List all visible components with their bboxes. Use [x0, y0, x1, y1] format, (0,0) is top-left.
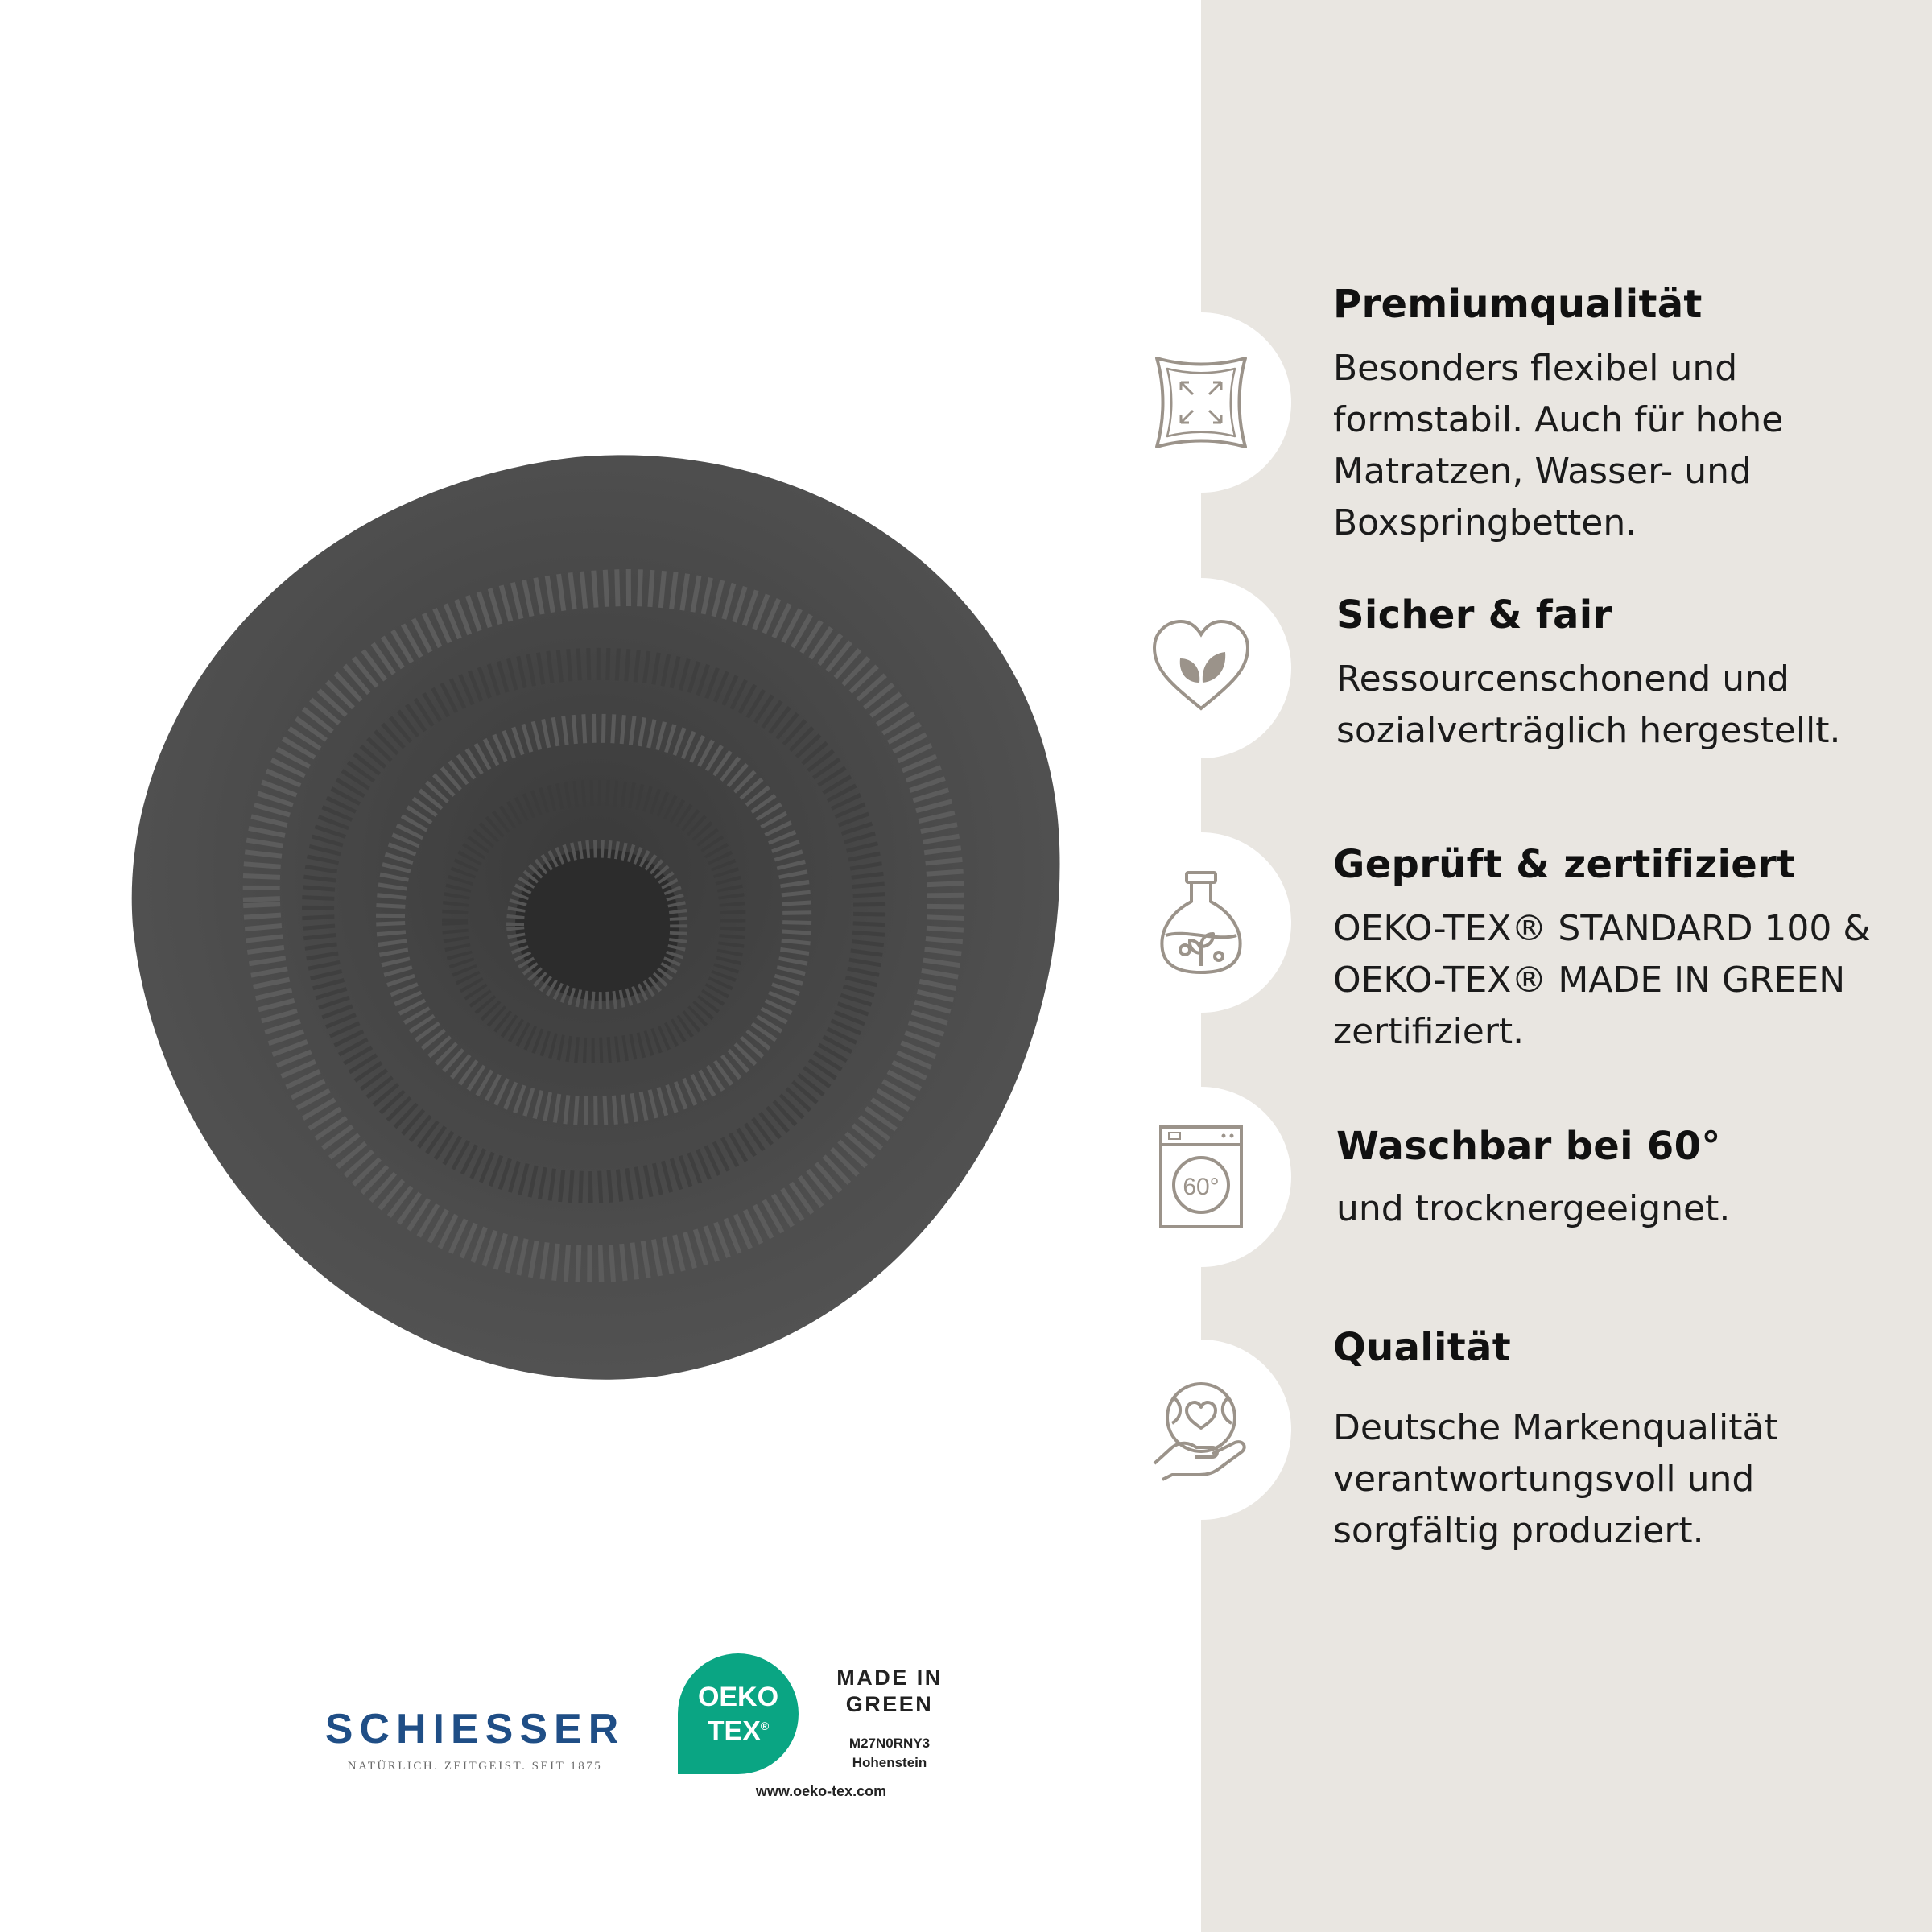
feature-icon-circle	[1111, 1340, 1291, 1520]
feature-line: zertifiziert.	[1333, 1011, 1525, 1052]
feature-title: Sicher & fair	[1336, 592, 1612, 638]
feature-line: sozialverträglich hergestellt.	[1336, 710, 1841, 751]
badge-line	[708, 1711, 769, 1745]
feature-title: Qualität	[1333, 1325, 1511, 1370]
feature-description	[1333, 343, 1783, 549]
label-line: MADE IN	[836, 1666, 943, 1690]
feature-description	[1333, 903, 1871, 1058]
feature-description	[1336, 1183, 1730, 1235]
feature-line: OEKO-TEX® MADE IN GREEN	[1333, 960, 1846, 1001]
feature-line: Besonders flexibel und	[1333, 348, 1738, 389]
feature-line: Deutsche Markenqualität	[1333, 1407, 1778, 1448]
feature-description	[1336, 654, 1841, 757]
feature-icon-circle	[1111, 832, 1291, 1013]
product-image	[76, 451, 1099, 1385]
feature-line: verantwortungsvoll und	[1333, 1459, 1755, 1500]
pillow-stretch-icon	[1145, 346, 1257, 459]
brand-name: SCHIESSER	[324, 1706, 625, 1752]
feature-line: Matratzen, Wasser- und	[1333, 451, 1752, 492]
certification-code	[829, 1734, 950, 1773]
brand-tagline: NATÜRLICH. ZEITGEIST. SEIT 1875	[347, 1760, 603, 1773]
feature-description	[1333, 1402, 1778, 1557]
brand-logo	[319, 1705, 631, 1773]
feature-title: Waschbar bei 60°	[1336, 1124, 1721, 1169]
registered-mark: ®	[760, 1719, 770, 1732]
label-institute: Hohenstein	[852, 1755, 927, 1770]
feature-title: Premiumqualität	[1333, 282, 1703, 327]
feature-icon-circle	[1111, 312, 1291, 493]
feature-title: Geprüft & zertifiziert	[1333, 842, 1796, 887]
oeko-tex-badge	[678, 1653, 799, 1774]
heart-leaf-icon	[1145, 612, 1257, 724]
label-code: M27N0RNY3	[848, 1736, 931, 1751]
flask-plant-icon	[1145, 866, 1257, 979]
feature-icon-circle	[1111, 578, 1291, 758]
hand-globe-heart-icon	[1145, 1373, 1257, 1486]
feature-line: OEKO-TEX® STANDARD 100 &	[1333, 908, 1871, 949]
feature-line: und trocknergeeignet.	[1336, 1188, 1731, 1229]
feature-line: Boxspringbetten.	[1333, 502, 1637, 543]
badge-line: TEX	[707, 1715, 761, 1747]
feature-icon-circle	[1111, 1087, 1291, 1267]
certification-url: www.oeko-tex.com	[755, 1783, 887, 1799]
made-in-green-label	[829, 1665, 950, 1718]
feature-line: Ressourcenschonend und	[1336, 658, 1790, 700]
washing-machine-icon	[1145, 1121, 1257, 1233]
wash-temperature: 60°	[1183, 1174, 1220, 1200]
badge-line: OEKO	[697, 1681, 779, 1712]
feature-line: sorgfältig produziert.	[1333, 1510, 1704, 1551]
feature-line: formstabil. Auch für hohe	[1333, 399, 1784, 440]
label-line: GREEN	[845, 1692, 934, 1716]
